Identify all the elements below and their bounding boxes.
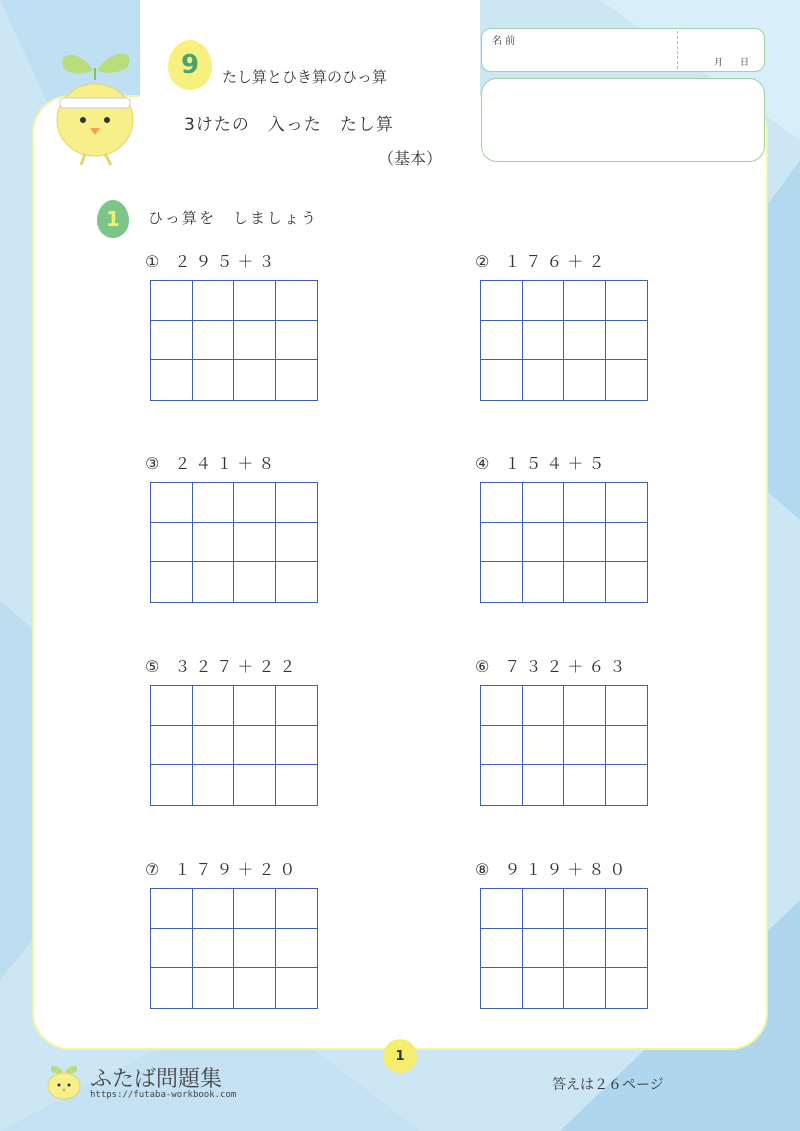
brand-url[interactable]: https://futaba-workbook.com xyxy=(90,1090,237,1100)
level-label: （基本） xyxy=(378,149,443,168)
unit-title: たし算とひき算のひっ算 xyxy=(222,68,388,86)
brand-logo-icon xyxy=(44,1060,84,1100)
worksheet-card xyxy=(32,95,768,1050)
answer-grid[interactable] xyxy=(480,482,648,603)
answer-grid[interactable] xyxy=(150,685,318,806)
mascot-chick-icon xyxy=(45,40,145,170)
unit-number: 9 xyxy=(180,50,200,80)
instruction-text: ひっ算を しましょう xyxy=(148,209,319,227)
section-number-badge xyxy=(97,200,129,238)
problem-label: ① ２９５＋３ xyxy=(145,252,280,271)
problem-label: ⑦ １７９＋２０ xyxy=(145,860,301,879)
day-label: 日 xyxy=(740,58,750,68)
problem-label: ② １７６＋２ xyxy=(475,252,610,271)
lesson-title: 3けたの 入った たし算 xyxy=(184,115,394,135)
answer-grid[interactable] xyxy=(480,685,648,806)
month-label: 月 xyxy=(714,58,724,68)
page-number-badge xyxy=(383,1039,417,1073)
answer-grid[interactable] xyxy=(480,888,648,1009)
name-divider xyxy=(677,31,678,69)
answer-grid[interactable] xyxy=(150,280,318,401)
answer-page-note: 答えは２６ページ xyxy=(552,1077,664,1093)
brand-name: ふたば問題集 xyxy=(90,1067,223,1092)
answer-grid[interactable] xyxy=(150,482,318,603)
answer-grid[interactable] xyxy=(480,280,648,401)
problem-label: ⑥ ７３２＋６３ xyxy=(475,657,631,676)
problem-label: ③ ２４１＋８ xyxy=(145,454,280,473)
name-field[interactable] xyxy=(481,28,765,72)
section-number: 1 xyxy=(106,207,120,231)
score-box[interactable] xyxy=(481,78,765,162)
unit-number-badge xyxy=(168,40,212,90)
page-number: 1 xyxy=(395,1048,405,1064)
problem-label: ⑧ ９１９＋８０ xyxy=(475,860,631,879)
problem-label: ⑤ ３２７＋２２ xyxy=(145,657,301,676)
problem-label: ④ １５４＋５ xyxy=(475,454,610,473)
name-label: 名 前 xyxy=(492,36,516,47)
answer-grid[interactable] xyxy=(150,888,318,1009)
